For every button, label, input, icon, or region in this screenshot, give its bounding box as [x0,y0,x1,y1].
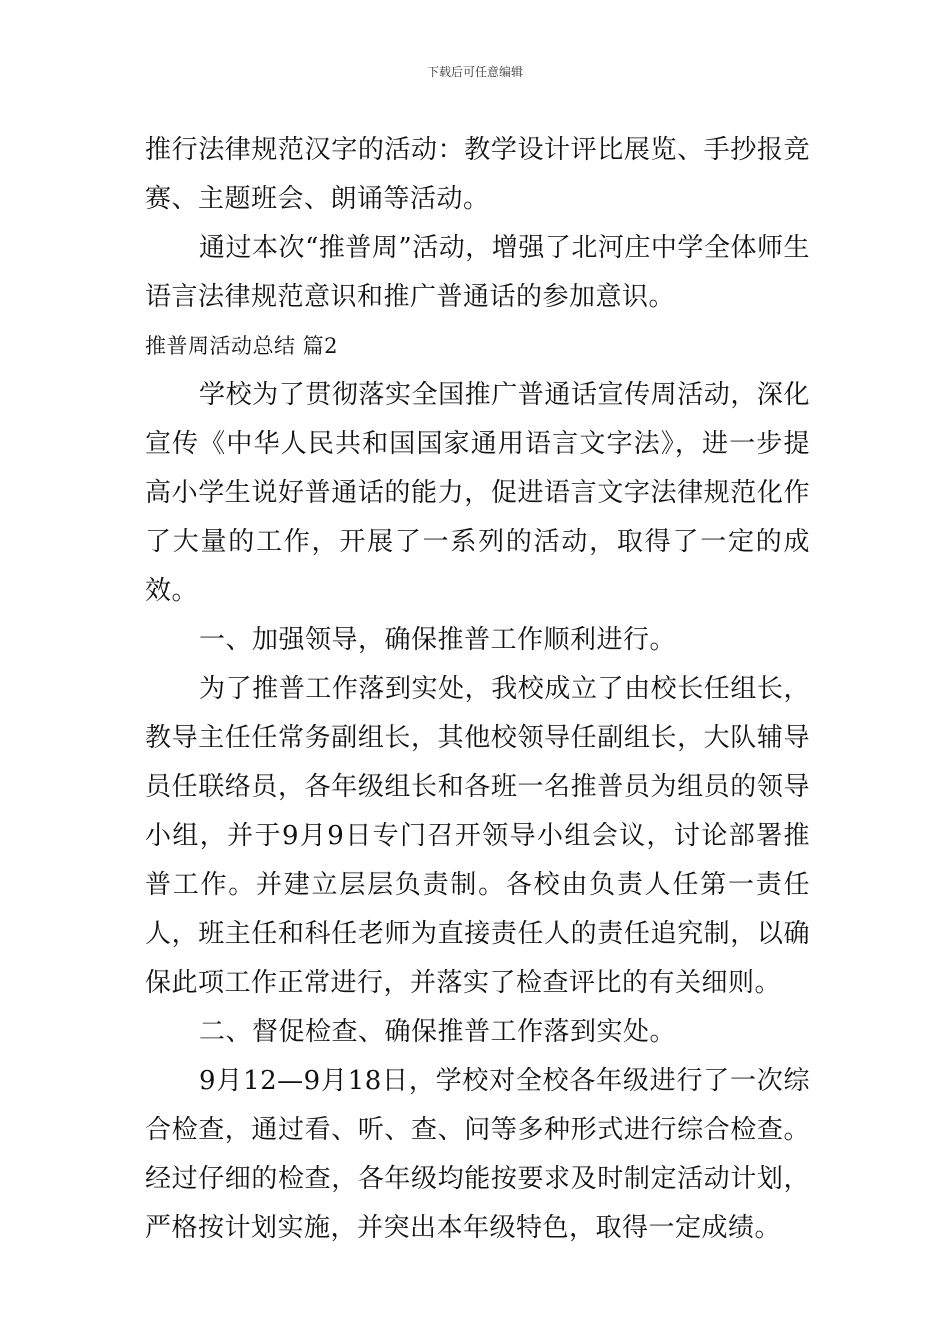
document-body [145,126,810,1253]
subheading-inspection: 二、督促检查、确保推普工作落到实处。 [199,1017,677,1047]
section-heading: 推普周活动总结 篇2 [145,334,339,358]
subheading-leadership: 一、加强领导，确保推普工作顺利进行。 [199,625,677,655]
paragraph-leadership: 为了推普工作落到实处，我校成立了由校长任组长，教导主任任常务副组长，其他校领导任副组长，大队辅导员任联络员，各年级组长和各班一名推普员为组员的领导小组，并于9月9日专门召开领导小组会议，讨论部署推普工作。并建立层层负责制。各校由负责人任第一责任人，班主任和科任老师为直接责任人的责任追究制，以确保此项工作正常进行，并落实了检查评比的有关细则。 [145,674,810,998]
paragraph-intro: 学校为了贯彻落实全国推广普通话宣传周活动，深化宣传《中华人民共和国国家通用语言文字法》，进一步提高小学生说好普通话的能力，促进语言文字法律规范化作了大量的工作，开展了一系列的活动，取得了一定的成效。 [145,380,810,606]
paragraph-activities-list: 推行法律规范汉字的活动：教学设计评比展览、手抄报竞赛、主题班会、朗诵等活动。 [145,135,810,214]
paragraph-summary: 通过本次“推普周”活动，增强了北河庄中学全体师生语言法律规范意识和推广普通话的参加意识。 [145,233,810,312]
paragraph-inspection: 9月12—9月18日，学校对全校各年级进行了一次综合检查，通过看、听、查、问等多种形式进行综合检查。经过仔细的检查，各年级均能按要求及时制定活动计划，严格按计划实施，并突出本年级特色，取得一定成绩。 [145,1066,810,1243]
header-note: 下载后可任意编辑 [426,65,523,79]
